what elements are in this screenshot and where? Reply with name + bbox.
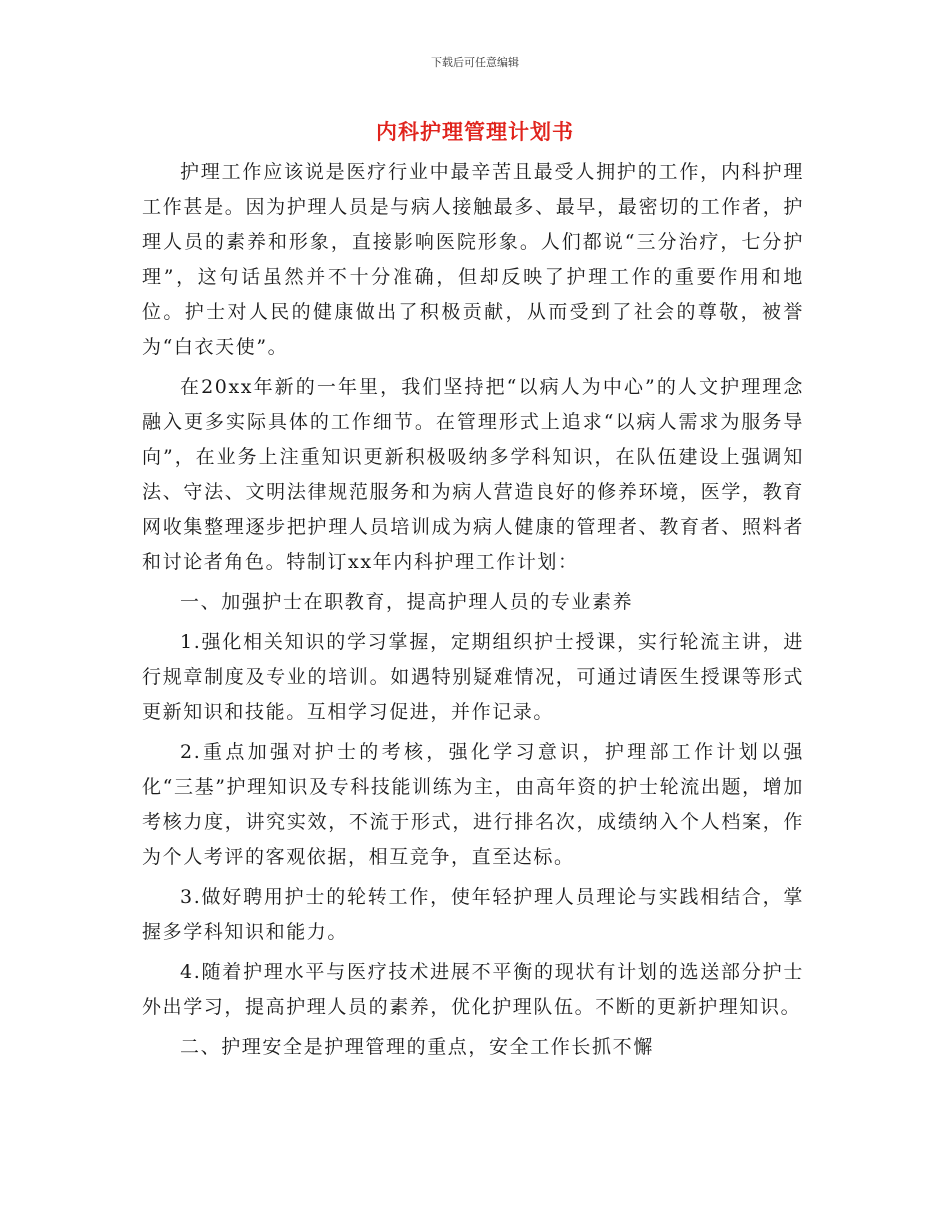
section-heading-2: 二、护理安全是护理管理的重点，安全工作长抓不懈 bbox=[180, 1036, 654, 1058]
paragraph-plan-overview: 在20xx年新的一年里，我们坚持把“以病人为中心”的人文护理理念融入更多实际具体的工作细节。在管理形式上追求“以病人需求为服务导向”，在业务上注重知识更新积极吸纳多学科知识，在队伍建设上强调知法、守法、文明法律规范服务和为病人营造良好的修养环境，医学，教育网收集整理逐步把护理人员培训成为病人健康的管理者、教育者、照料者和讨论者角色。特制订xx年内科护理工作计划： bbox=[142, 376, 804, 573]
list-item-1: 1.强化相关知识的学习掌握，定期组织护士授课，实行轮流主讲，进行规章制度及专业的培训。如遇特别疑难情况，可通过请医生授课等形式更新知识和技能。互相学习促进，并作记录。 bbox=[142, 631, 804, 723]
list-item-2: 2.重点加强对护士的考核，强化学习意识，护理部工作计划以强化“三基”护理知识及专科技能训练为主，由高年资的护士轮流出题，增加考核力度，讲究实效，不流于形式，进行排名次，成绩纳入个人档案，作为个人考评的客观依据，相互竞争，直至达标。 bbox=[142, 741, 804, 868]
header-note: 下载后可任意编辑 bbox=[431, 56, 519, 69]
list-item-4: 4.随着护理水平与医疗技术进展不平衡的现状有计划的选送部分护士外出学习，提高护理人员的素养，优化护理队伍。不断的更新护理知识。 bbox=[142, 961, 804, 1018]
section-heading-1: 一、加强护士在职教育，提高护理人员的专业素养 bbox=[180, 591, 634, 613]
document-title: 内科护理管理计划书 bbox=[376, 120, 574, 144]
paragraph-intro: 护理工作应该说是医疗行业中最辛苦且最受人拥护的工作，内科护理工作甚是。因为护理人员是与病人接触最多、最早，最密切的工作者，护理人员的素养和形象，直接影响医院形象。人们都说“三分治疗，七分护理”，这句话虽然并不十分准确，但却反映了护理工作的重要作用和地位。护士对人民的健康做出了积极贡献，从而受到了社会的尊敬，被誉为“白衣天使”。 bbox=[142, 161, 804, 358]
list-item-3: 3.做好聘用护士的轮转工作，使年轻护理人员理论与实践相结合，掌握多学科知识和能力。 bbox=[142, 886, 804, 943]
document-body bbox=[142, 155, 804, 1065]
